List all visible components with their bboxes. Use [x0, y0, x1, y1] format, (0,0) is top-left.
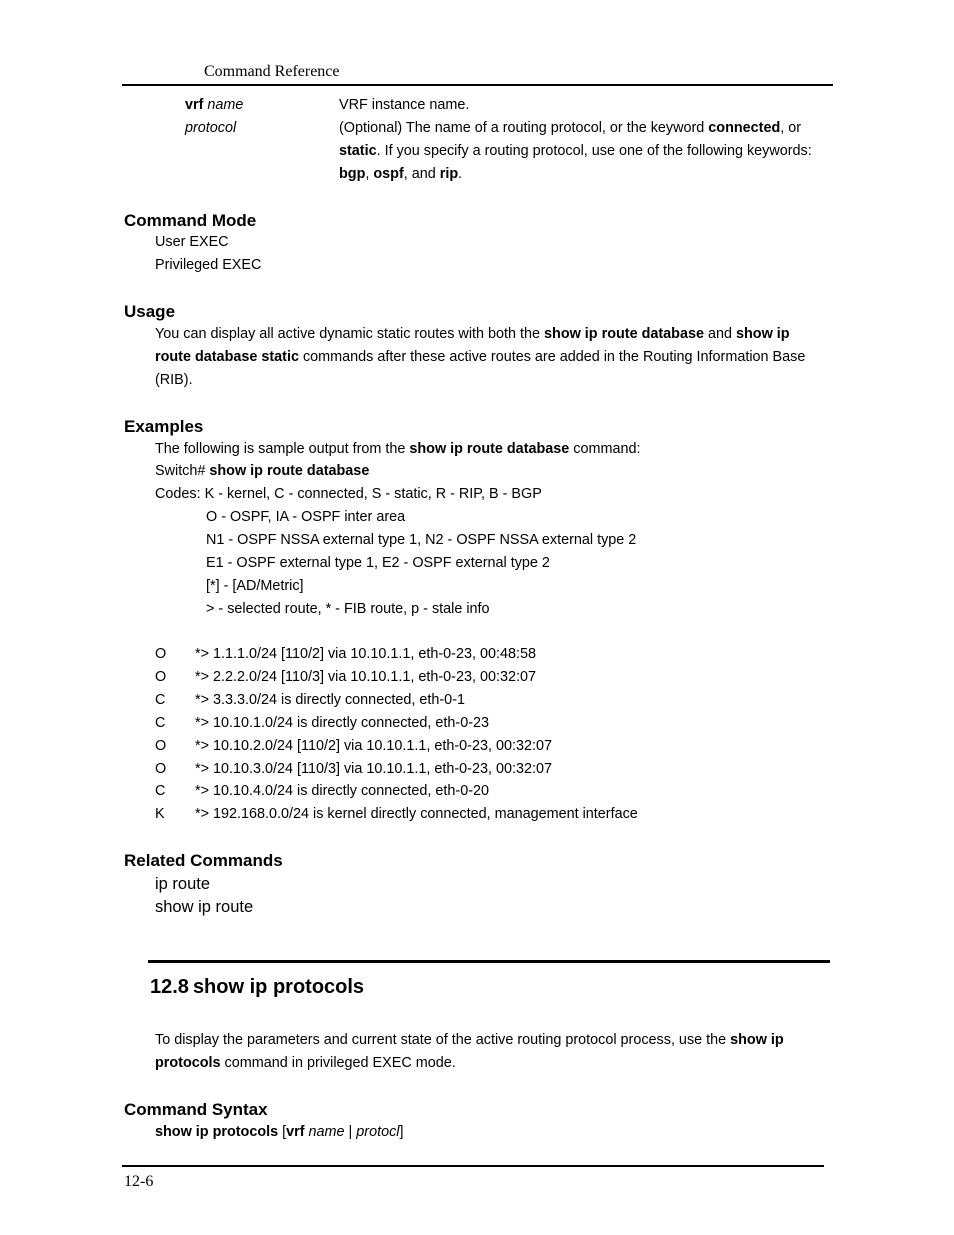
codes-item: [*] - [AD/Metric]: [206, 578, 304, 594]
desc-line: static. If you specify a routing protocol, use one of the following keywords:: [339, 143, 812, 159]
section-intro: To display the parameters and current state of the active routing protocol process, use the show ip protocols command in privileged EXEC mode.: [155, 1032, 784, 1071]
examples-heading: Examples: [124, 417, 204, 436]
route-row: O *> 2.2.2.0/24 [110/3] via 10.10.1.1, eth-0-23, 00:32:07: [155, 669, 536, 685]
section-title: 12.8 show ip protocols: [150, 976, 365, 998]
command-mode-heading: Command Mode: [124, 211, 257, 230]
route-row: O *> 10.10.2.0/24 [110/2] via 10.10.1.1, eth-0-23, 00:32:07: [155, 738, 552, 754]
related-item: show ip route: [155, 898, 254, 916]
desc-line: (Optional) The name of a routing protocol, or the keyword connected, or: [339, 120, 802, 136]
route-row: K *> 192.168.0.0/24 is kernel directly connected, management interface: [155, 806, 638, 822]
example-prompt: Switch# show ip route database: [155, 463, 370, 479]
param-vrf-name: vrf name: [185, 97, 244, 113]
route-row: O *> 1.1.1.0/24 [110/2] via 10.10.1.1, eth-0-23, 00:48:58: [155, 646, 536, 662]
param-vrf-desc: VRF instance name.: [339, 97, 470, 113]
codes-line: Codes: K - kernel, C - connected, S - static, R - RIP, B - BGP: [155, 486, 542, 502]
param-protocol-desc: [339, 117, 812, 186]
codes-item: > - selected route, * - FIB route, p - stale info: [206, 601, 490, 617]
usage-text: You can display all active dynamic static routes with both the show ip route database and show ip route database static commands after these active routes are added in the Routing Information Base (RIB).: [155, 326, 806, 388]
codes-legend: [206, 506, 636, 621]
codes-item: N1 - OSPF NSSA external type 1, N2 - OSPF NSSA external type 2: [206, 532, 637, 548]
examples-intro: The following is sample output from the show ip route database command:: [155, 441, 641, 457]
footer-rule: [122, 1165, 824, 1167]
route-row: C *> 10.10.4.0/24 is directly connected, eth-0-20: [155, 783, 489, 799]
related-list: [155, 873, 253, 919]
header-rule: [122, 84, 833, 86]
usage-heading: Usage: [124, 302, 176, 321]
syntax-heading: Command Syntax: [124, 1100, 268, 1119]
param-protocol-name: protocol: [185, 120, 237, 136]
list-item: User EXEC: [155, 234, 229, 250]
codes-item: O - OSPF, IA - OSPF inter area: [206, 509, 406, 525]
desc-line: bgp, ospf, and rip.: [339, 166, 463, 182]
section-rule: [148, 960, 830, 963]
related-heading: Related Commands: [124, 851, 283, 870]
syntax-line: show ip protocols [vrf name | protocl]: [155, 1124, 404, 1140]
route-row: O *> 10.10.3.0/24 [110/3] via 10.10.1.1, eth-0-23, 00:32:07: [155, 761, 552, 777]
page-number: 12-6: [124, 1173, 154, 1190]
codes-item: E1 - OSPF external type 1, E2 - OSPF external type 2: [206, 555, 550, 571]
related-item: ip route: [155, 875, 211, 893]
header-title: Command Reference: [204, 63, 340, 80]
command-mode-list: [155, 231, 261, 277]
route-row: C *> 3.3.3.0/24 is directly connected, eth-0-1: [155, 692, 465, 708]
route-row: C *> 10.10.1.0/24 is directly connected, eth-0-23: [155, 715, 489, 731]
list-item: Privileged EXEC: [155, 257, 262, 273]
